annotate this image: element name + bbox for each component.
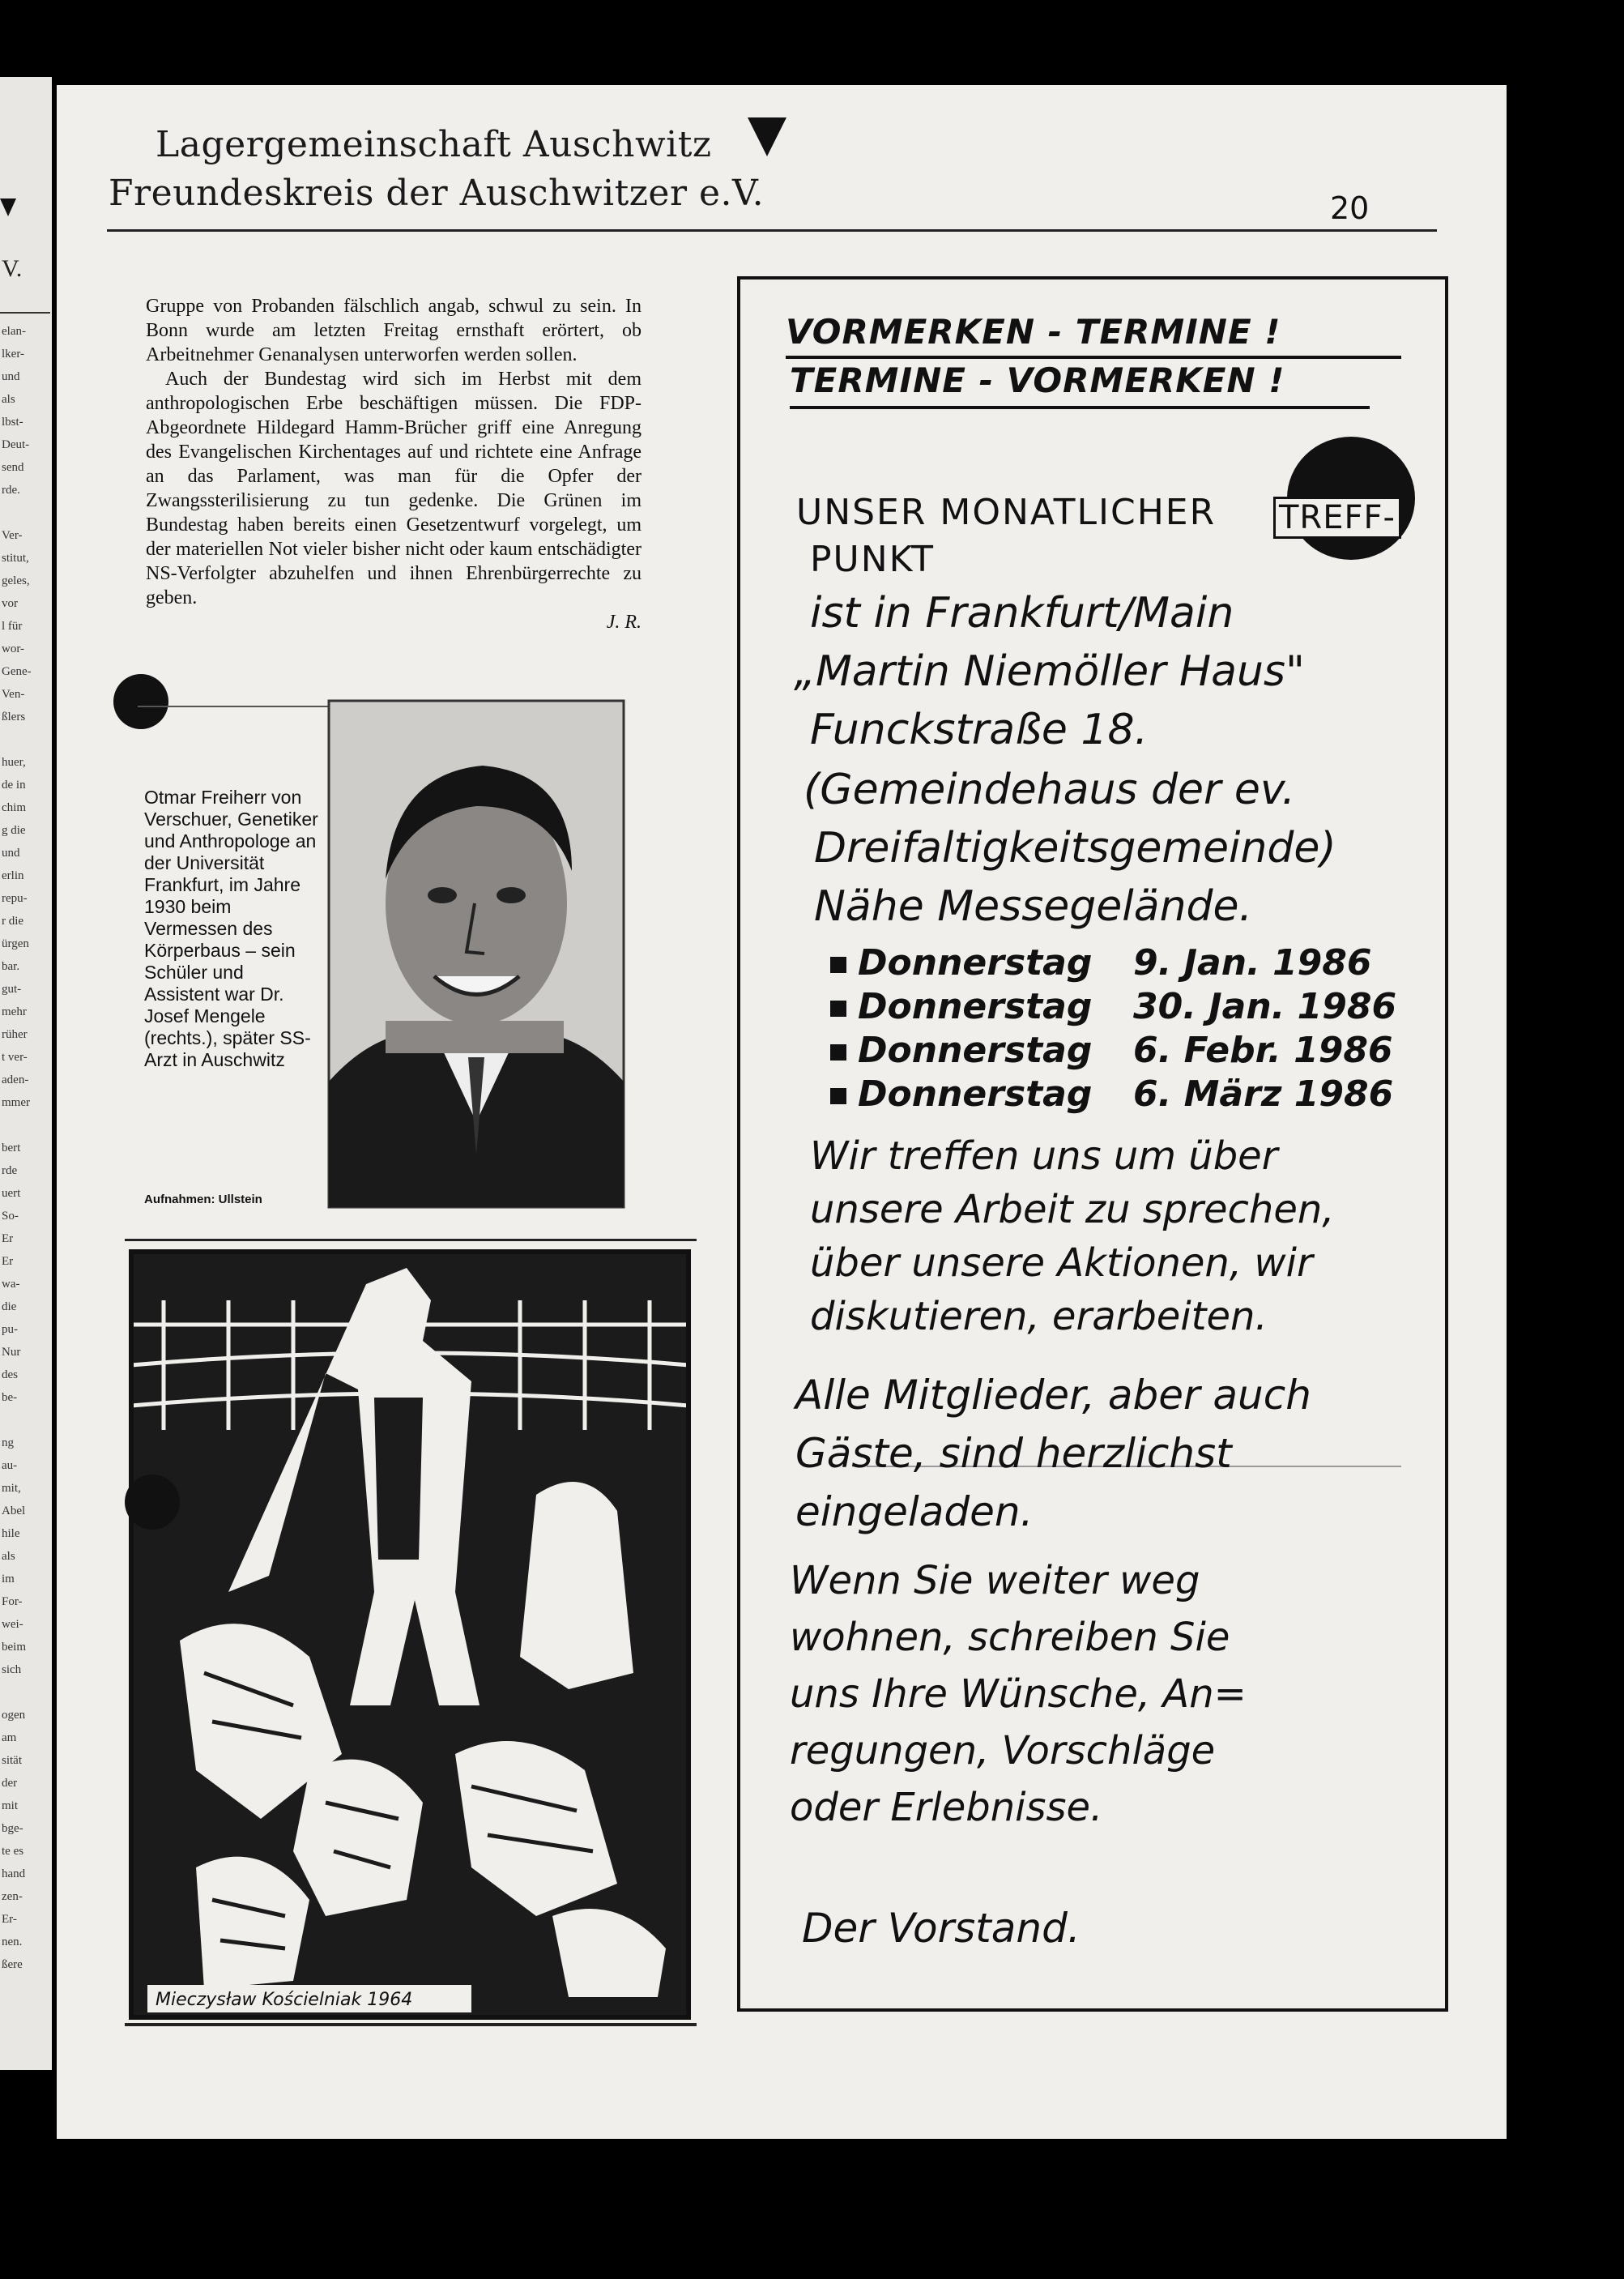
left-facing-page — [0, 77, 52, 2070]
woodcut-rule-top — [125, 1239, 697, 1241]
meeting-date-item — [830, 942, 1372, 984]
closing-signature: Der Vorstand. — [802, 1905, 1081, 1952]
article-paragraph: Auch der Bundestag wird sich im Herbst mit dem anthropologischen Erbe beschäftigen müssen. Die FDP-Abgeordnete Hildegard Hamm-Brücher griff eine Anregung des Evangelischen Kirchentages auf und richtete eine Anfrage an das Parlament, was man für die Opfer der Zwangssterilisierung zu tun gedenke. Die Grünen im Bundestag haben bereits einen Gesetzentwurf vorgelegt, um der materiellen Not vieler bisher nicht oder kaum entschädigter NS-Verfolgter abzuhelfen und ihnen Ehrenbürgerrechte zu geben. — [146, 369, 642, 608]
invite-line: wohnen, schreiben Sie — [790, 1615, 1230, 1660]
notice-intro-line1: UNSER MONATLICHER — [796, 492, 1217, 533]
punch-hole — [125, 1475, 180, 1530]
notice-title-line1: VORMERKEN - TERMINE ! — [786, 312, 1281, 352]
meeting-date-item — [830, 1030, 1393, 1071]
stamp-text: TREFF- — [1273, 497, 1401, 539]
location-line: Nähe Messegelände. — [814, 882, 1253, 931]
location-line: Funckstraße 18. — [810, 706, 1149, 754]
purpose-line: Wir treffen uns um über — [810, 1133, 1278, 1179]
meeting-day: Donnerstag — [858, 1073, 1093, 1115]
woodcut-rule-bottom — [125, 2023, 697, 2026]
meeting-day: Donnerstag — [858, 942, 1093, 984]
meeting-date: 6. Febr. 1986 — [1133, 1030, 1393, 1071]
meeting-day: Donnerstag — [858, 1030, 1093, 1071]
portrait-photo — [329, 701, 624, 1207]
meeting-date-item — [830, 986, 1396, 1027]
location-line: ist in Frankfurt/Main — [810, 589, 1234, 638]
woodcut-signature: Mieczysław Kościelniak 1964 — [156, 1990, 413, 2010]
purpose-line: unsere Arbeit zu sprechen, — [810, 1187, 1335, 1232]
meeting-date: 30. Jan. 1986 — [1133, 986, 1397, 1027]
header-subtitle: Freundeskreis der Auschwitzer e.V. — [109, 173, 765, 214]
purpose-line: über unsere Aktionen, wir — [810, 1240, 1313, 1286]
bullet-icon — [830, 1001, 846, 1017]
article-paragraph: Gruppe von Probanden fälschlich angab, schwul zu sein. In Bonn wurde am letzten Freitag ernsthaft erörtert, ob Arbeitnehmer Genanalysen unterworfen werden sollen. — [146, 296, 642, 365]
invite-line: Wenn Sie weiter weg — [790, 1558, 1200, 1603]
bullet-icon — [830, 1088, 846, 1104]
notice-intro-line2: PUNKT — [810, 539, 935, 580]
header-organization: Lagergemeinschaft Auschwitz — [156, 124, 712, 165]
meeting-date-item — [830, 1073, 1393, 1115]
newspaper-article — [146, 294, 642, 634]
invite-line: eingeladen. — [795, 1488, 1034, 1535]
title-underline — [790, 406, 1370, 409]
notice-title-line2: TERMINE - VORMERKEN ! — [790, 361, 1285, 400]
photo-caption: Otmar Freiherr von Verschuer, Genetiker und Anthropologe an der Universität Frankfurt, im Jahre 1930 beim Vermessen des Körperbaus – sein Schüler und Assistent war Dr. Josef Mengele (rechts.), später SS-Arzt in Auschwitz — [144, 787, 318, 1070]
bullet-icon — [830, 1044, 846, 1061]
triangle-emblem-icon — [748, 117, 786, 156]
title-underline — [786, 356, 1401, 359]
punch-hole — [113, 674, 168, 729]
meeting-date: 6. März 1986 — [1133, 1073, 1394, 1115]
invite-line: uns Ihre Wünsche, An= — [790, 1671, 1247, 1717]
invite-line: oder Erlebnisse. — [790, 1785, 1103, 1830]
newsletter-page — [57, 85, 1507, 2139]
woodcut-artwork — [131, 1252, 688, 2017]
meeting-day: Donnerstag — [858, 986, 1093, 1027]
invite-line: regungen, Vorschläge — [790, 1728, 1216, 1773]
invite-line: Gäste, sind herzlichst — [795, 1430, 1232, 1477]
header-rule — [107, 229, 1437, 232]
page-number: 20 — [1330, 190, 1370, 226]
location-line: (Gemeindehaus der ev. — [803, 766, 1295, 814]
meeting-date: 9. Jan. 1986 — [1133, 942, 1372, 984]
location-line: Dreifaltigkeitsgemeinde) — [814, 824, 1336, 873]
left-page-rule — [0, 312, 50, 314]
article-signature: J. R. — [606, 612, 642, 633]
location-line: „Martin Niemöller Haus" — [794, 647, 1305, 696]
left-page-margin-letter: V. — [2, 255, 23, 282]
purpose-line: diskutieren, erarbeiten. — [810, 1294, 1268, 1339]
invite-line: Alle Mitglieder, aber auch — [795, 1372, 1311, 1419]
photo-credit: Aufnahmen: Ullstein — [144, 1193, 262, 1206]
left-page-text-fragments: elan- lker- und als lbst- Deut- send rde. Ver- stitut, geles, vor l für wor- Gene- Ven- ßlers huer, de in chim g die und erlin repu- r die ürgen bar. gut- mehr rüher t ver- aden- mmer bert rde uert So- Er Er wa- die pu- Nur des be- ng au- mit, Abel hile als im For- wei- beim sich ogen am sität der mit bge- te es hand zen- Er- nen. ßere — [2, 325, 32, 1971]
bullet-icon — [830, 957, 846, 973]
left-page-triangle-icon — [0, 198, 16, 216]
